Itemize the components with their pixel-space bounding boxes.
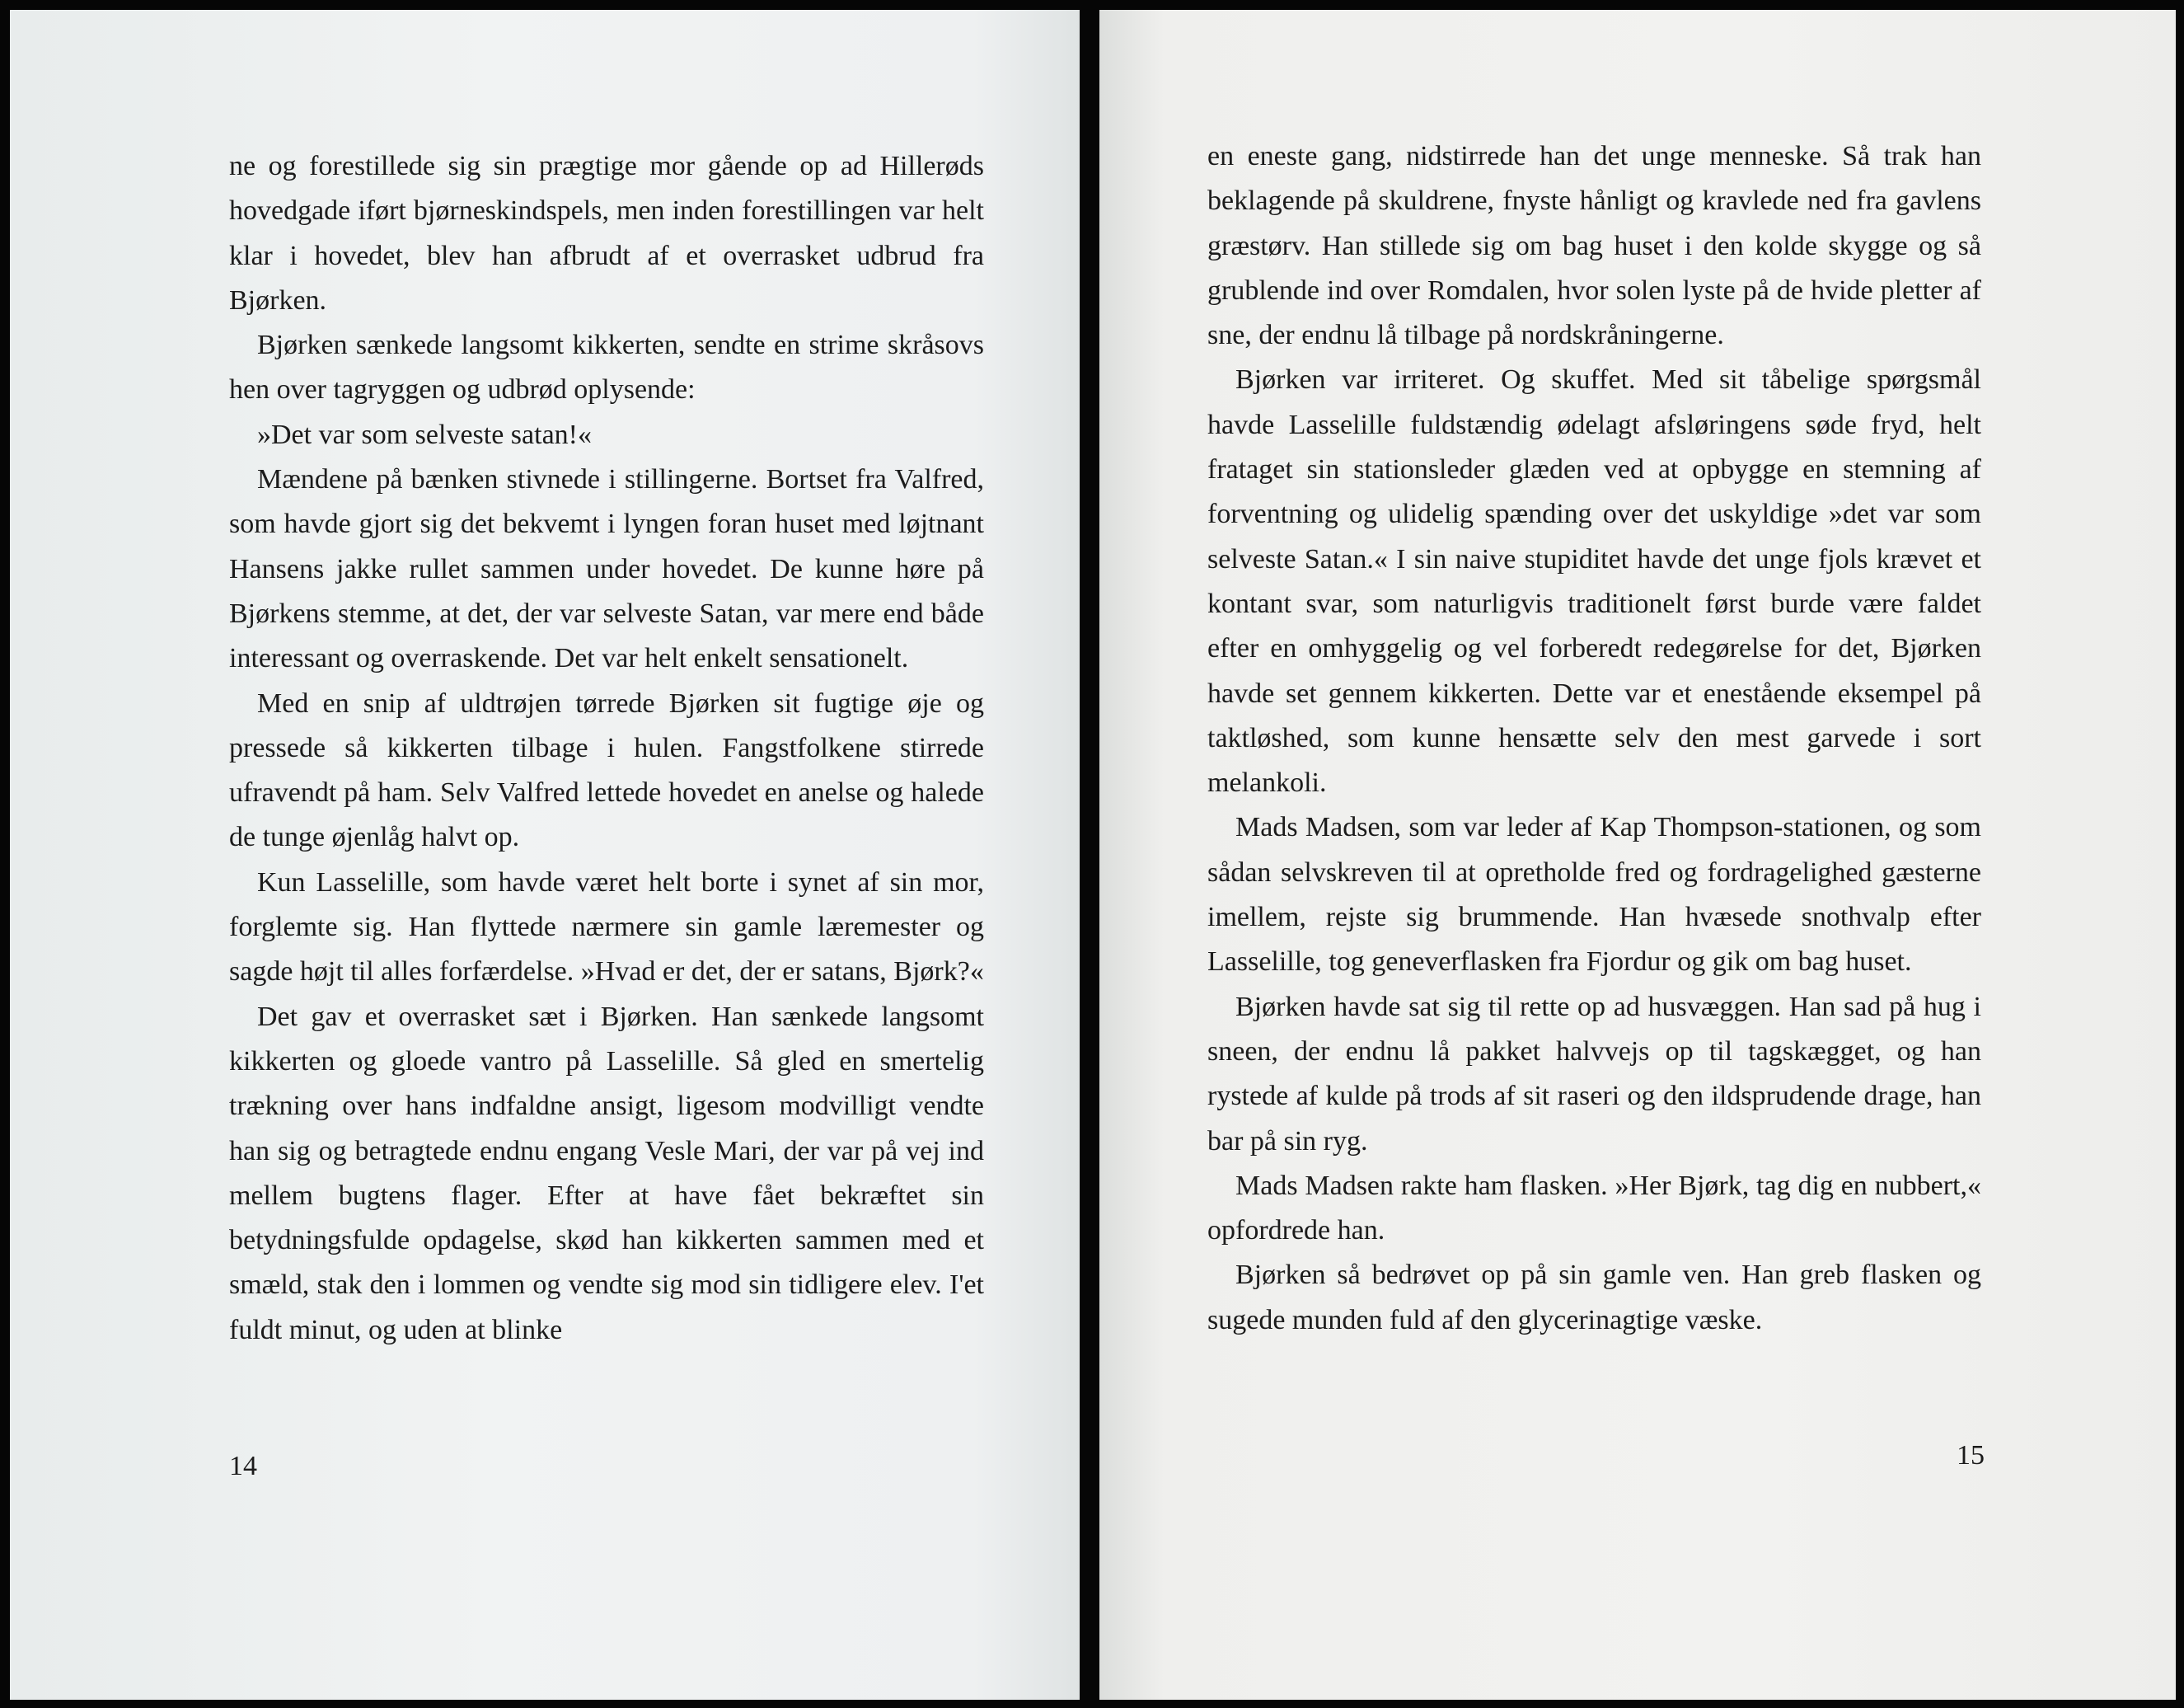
left-page (10, 10, 1080, 1700)
book-gutter (1080, 10, 1099, 1700)
paragraph: Med en snip af uldtrøjen tørrede Bjørken sit fugtige øje og pressede så kikkerten tilbage i hulen. Fangstfolkene stirrede ufravendt på ham. Selv Valfred lettede hovedet en anelse og halede de tunge øjenlåg halvt op. (229, 687, 984, 853)
right-page-text (1207, 134, 1981, 1343)
paragraph: Mads Madsen, som var leder af Kap Thompson-stationen, og som sådan selvskreven til at opretholde fred og fordragelighed gæsterne imellem, rejste sig brummende. Han hvæsede snothvalp efter Lasselille, tog geneverflasken fra Fjordur og gik om bag huset. (1207, 812, 1981, 978)
paragraph: Bjørken sænkede langsomt kikkerten, sendte en strime skråsovs hen over tagryggen og udbrød oplysende: (229, 330, 984, 406)
paragraph: Mændene på bænken stivnede i stillingerne. Bortset fra Valfred, som havde gjort sig det bekvemt i lyngen foran huset med løjtnant Hansens jakke rullet sammen under hovedet. De kunne høre på Bjørkens stemme, at det, der var selveste Satan, var mere end både interessant og overraskende. Det var helt enkelt sensationelt. (229, 464, 984, 674)
paragraph: ne og forestillede sig sin prægtige mor gående op ad Hillerøds hovedgade iført bjørneskindspels, men inden forestillingen var helt klar i hovedet, blev han afbrudt af et overrasket udbrud fra Bjørken. (229, 151, 984, 316)
paragraph: Bjørken var irriteret. Og skuffet. Med sit tåbelige spørgsmål havde Lasselille fuldstændig ødelagt afsløringens søde fryd, helt frataget sin stationsleder glæden ved at opbygge en stemning af forventning og ulidelig spænding over det uskyldige »det var som selveste Satan.« I sin naive stupiditet havde det unge fjols krævet et kontant svar, som naturligvis traditionelt først burde være faldet efter en omhyggelig og vel forberedt redegørelse for det, Bjørken havde set gennem kikkerten. Dette var et enestående eksempel på taktløshed, som kunne hensætte selv den mest garvede i sort melankoli. (1207, 364, 1981, 799)
page-number: 14 (229, 1451, 257, 1481)
left-page-text (229, 144, 984, 1353)
paragraph: Kun Lasselille, som havde været helt borte i synet af sin mor, forglemte sig. Han flyttede nærmere sin gamle læremester og sagde højt til alles forfærdelse. »Hvad er det, der er satans, Bjørk?« (229, 866, 984, 988)
right-page (1099, 10, 2176, 1700)
paragraph: Mads Madsen rakte ham flasken. »Her Bjørk, tag dig en nubbert,« opfordrede han. (1207, 1170, 1981, 1246)
paragraph: Det gav et overrasket sæt i Bjørken. Han sænkede langsomt kikkerten og gloede vantro på Lasselille. Så gled en smertelig trækning over hans indfaldne ansigt, ligesom modvilligt vendte han sig og betragtede endnu engang Vesle Mari, der var på vej ind mellem bugtens flager. Efter at have fået bekræftet sin betydningsfulde opdagelse, skød han kikkerten sammen med et smæld, stak den i lommen og vendte sig mod sin tidligere elev. I'et fuldt minut, og uden at blinke (229, 1001, 984, 1345)
paragraph: en eneste gang, nidstirrede han det unge menneske. Så trak han beklagende på skuldrene, fnyste hånligt og kravlede ned fra gavlens græstørv. Han stillede sig om bag huset i den kolde skygge og så grublende ind over Romdalen, hvor solen lyste på de hvide pletter af sne, der endnu lå tilbage på nordskråningerne. (1207, 141, 1981, 351)
paragraph: Bjørken havde sat sig til rette op ad husvæggen. Han sad på hug i sneen, der endnu lå pakket halvvejs op til tagskægget, og han rystede af kulde på trods af sit raseri og den ildsprudende drage, han bar på sin ryg. (1207, 991, 1981, 1157)
paragraph: »Det var som selveste satan!« (257, 419, 592, 450)
paragraph: Bjørken så bedrøvet op på sin gamle ven. Han greb flasken og sugede munden fuld af den glycerinagtige væske. (1207, 1260, 1981, 1335)
page-number: 15 (1957, 1440, 1985, 1471)
